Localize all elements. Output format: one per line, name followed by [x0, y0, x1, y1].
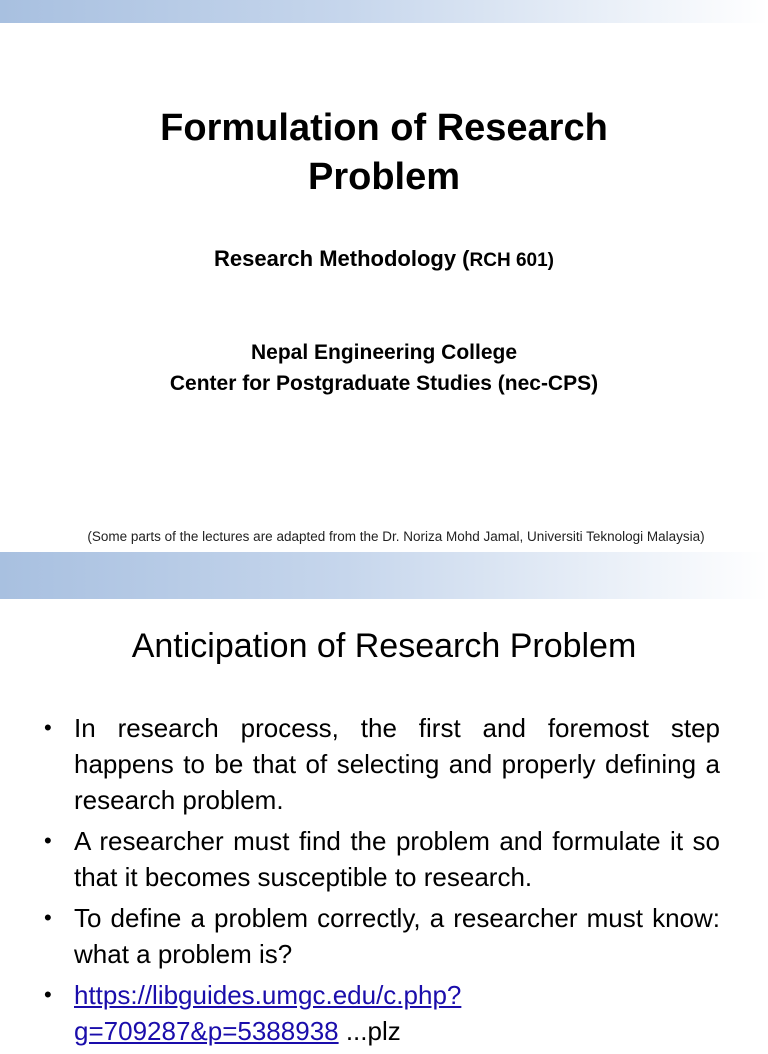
slide2-header-band — [0, 552, 768, 599]
college-name: Nepal Engineering College — [250, 341, 518, 364]
bullet-icon: • — [44, 715, 52, 740]
bullet-item-link — [44, 977, 720, 1049]
slide2-title: Anticipation of Research Problem — [131, 627, 637, 665]
slide1-header-band — [0, 0, 768, 23]
center-name: Center for Postgraduate Studies (nec-CPS) — [169, 372, 599, 395]
bullet-icon: • — [44, 982, 52, 1007]
bullet-icon: • — [44, 828, 52, 853]
bullet-item — [44, 900, 720, 972]
bullet-item — [44, 710, 720, 818]
bullet-text: A researcher must find the problem and formulate it so that it becomes susceptible to research. — [74, 826, 720, 892]
bullet-list — [44, 710, 720, 1054]
slide1-title-line1: Formulation of Research — [160, 107, 608, 149]
reference-link[interactable]: https://libguides.umgc.edu/c.php?g=709287&p=5388938 — [74, 980, 462, 1046]
course-name: Research Methodology ( — [214, 246, 470, 271]
credit-note: (Some parts of the lectures are adapted from the Dr. Noriza Mohd Jamal, Universiti Teknologi Malaysia) — [87, 529, 705, 544]
bullet-icon: • — [44, 905, 52, 930]
course-code: RCH 601) — [469, 250, 554, 271]
bullet-item — [44, 823, 720, 895]
course-subtitle — [0, 246, 768, 272]
bullet-text: In research process, the first and foremost step happens to be that of selecting and properly defining a research problem. — [74, 713, 720, 815]
institution-block — [0, 337, 768, 399]
bullet-text: To define a problem correctly, a researcher must know: what a problem is? — [74, 903, 720, 969]
link-suffix: ...plz — [338, 1016, 401, 1046]
slide1-title-line2: Problem — [307, 156, 461, 198]
slide1-title — [0, 104, 768, 202]
